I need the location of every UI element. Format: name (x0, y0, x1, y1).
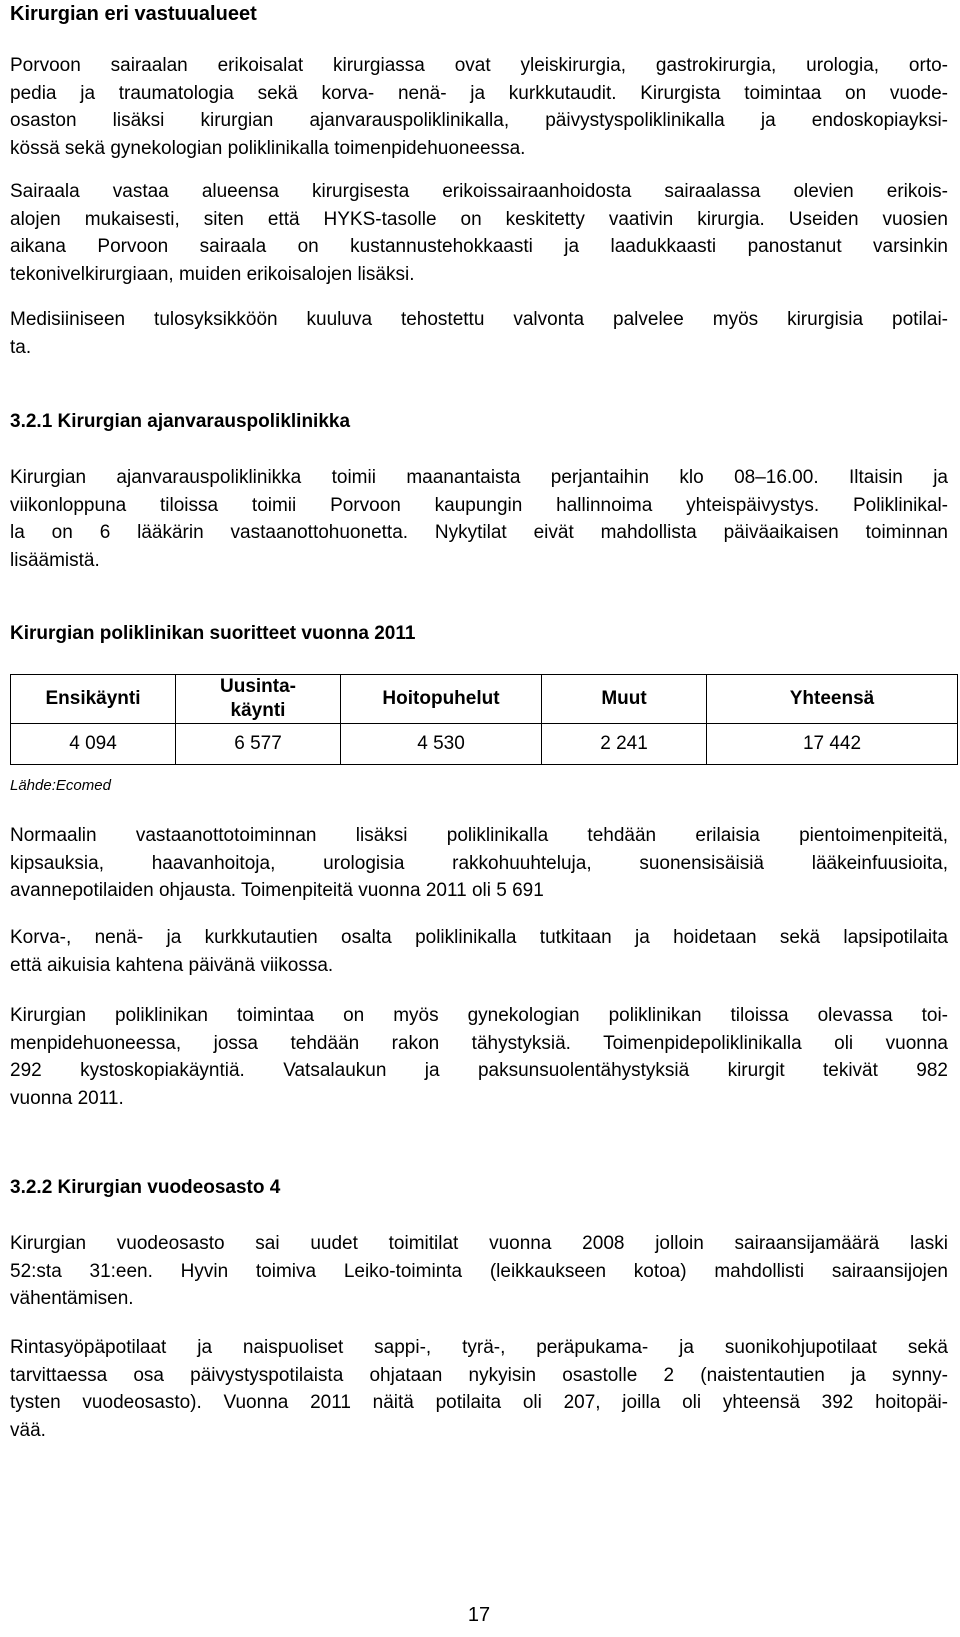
paragraph-ent (10, 924, 948, 979)
header-revisit-line2: käynti (230, 700, 286, 721)
text-line: tysten vuodeosasto). Vuonna 2011 näitä potilaita oli 207, joilla oli yhteensä 392 hoitopäi- (10, 1392, 948, 1413)
page-number: 17 (467, 1604, 491, 1626)
section-heading-3-2-2: 3.2.2 Kirurgian vuodeosasto 4 (10, 1177, 281, 1198)
paragraph-ward-2-patients (10, 1334, 948, 1444)
section-heading-3-2-1: 3.2.1 Kirurgian ajanvarauspoliklinikka (10, 411, 351, 432)
text-line: alojen mukaisesti, siten että HYKS-tasolle on keskitetty vaativin kirurgia. Useiden vuosien (10, 208, 948, 230)
text-line: tekonivelkirurgiaan, muiden erikoisalojen lisäksi. (10, 263, 415, 285)
cell-revisit: 6 577 (176, 724, 341, 765)
text-line: Medisiiniseen tulosyksikköön kuuluva tehostettu valvonta palvelee myös kirurgisia potilai- (10, 309, 948, 330)
text-line: avannepotilaiden ohjausta. Toimenpiteitä vuonna 2011 oli 5 691 (10, 880, 544, 901)
text-line: Korva-, nenä- ja kurkkutautien osalta poliklinikalla tutkitaan ja hoidetaan sekä lapsipotilaita (10, 927, 948, 948)
header-revisit (176, 675, 341, 724)
table-source-note: Lähde:Ecomed (10, 777, 111, 794)
text-line: Porvoon sairaalan erikoisalat kirurgiassa ovat yleiskirurgia, gastrokirurgia, urologia, orto- (10, 55, 948, 76)
text-line: aikana Porvoon sairaala on kustannustehokkaasti ja laadukkaasti panostanut varsinkin (10, 236, 948, 257)
paragraph-outpatient-hours (10, 464, 948, 574)
text-line: 52:sta 31:een. Hyvin toimiva Leiko-toiminta (leikkaukseen kotoa) mahdollisti sairaansijojen (10, 1260, 948, 1282)
cell-phone-consultations: 4 530 (341, 724, 542, 765)
cell-total: 17 442 (707, 724, 958, 765)
text-line: Sairaala vastaa alueensa kirurgisesta erikoissairaanhoidosta sairaalassa olevien erikois- (10, 181, 948, 202)
text-line: 292 kystoskopiakäyntiä. Vatsalaukun ja paksunsuolentähystyksiä kirurgit tekivät 982 (10, 1060, 948, 1081)
text-line: että aikuisia kahtena päivänä viikossa. (10, 954, 334, 976)
text-line: menpidehuoneessa, jossa tehdään rakon tähystyksiä. Toimenpidepoliklinikalla oli vuonna (10, 1032, 948, 1054)
table-row (11, 724, 958, 765)
text-line: lisäämistä. (10, 549, 100, 571)
text-line: Kirurgian poliklinikan toimintaa on myös gynekologian poliklinikan tiloissa olevassa toi- (10, 1005, 948, 1026)
text-line: Normaalin vastaanottotoiminnan lisäksi poliklinikalla tehdään erilaisia pientoimenpiteitä, (10, 825, 948, 846)
text-line: pedia ja traumatologia sekä korva- nenä- ja kurkkutaudit. Kirurgista toimintaa on vuode- (10, 82, 948, 104)
text-line: vää. (10, 1419, 46, 1441)
text-line: vuonna 2011. (10, 1087, 124, 1109)
paragraph-hospital-responsibility (10, 178, 948, 288)
text-line: kössä sekä gynekologian poliklinikalla toimenpidehuoneessa. (10, 137, 526, 159)
intro-paragraph (10, 52, 948, 162)
paragraph-ward-premises (10, 1230, 948, 1313)
text-line: la on 6 lääkärin vastaanottohuonetta. Nykytilat eivät mahdollista päiväaikaisen toiminnan (10, 522, 948, 543)
text-line: vähentämisen. (10, 1288, 134, 1309)
paragraph-intensive-care (10, 306, 948, 361)
text-line: ta. (10, 336, 32, 358)
header-total: Yhteensä (707, 675, 958, 724)
paragraph-minor-procedures (10, 822, 948, 905)
table-header-row (11, 675, 958, 724)
text-line: Rintasyöpäpotilaat ja naispuoliset sappi-, tyrä-, peräpukama- ja suonikohjupotilaat sekä (10, 1337, 948, 1358)
header-phone-consultations: Hoitopuhelut (341, 675, 542, 724)
text-line: osaston lisäksi kirurgian ajanvarauspoliklinikalla, päivystyspoliklinikalla ja endoskopiayksi- (10, 110, 948, 131)
text-line: Kirurgian vuodeosasto sai uudet toimitilat vuonna 2008 jolloin sairaansijamäärä laski (10, 1233, 948, 1254)
header-other: Muut (542, 675, 707, 724)
main-heading: Kirurgian eri vastuualueet (10, 3, 257, 25)
outpatient-stats-table (10, 674, 958, 765)
table-title: Kirurgian poliklinikan suoritteet vuonna 2011 (10, 623, 416, 644)
header-first-visit: Ensikäynti (11, 675, 176, 724)
header-revisit-line1: Uusinta- (220, 676, 296, 697)
text-line: viikonloppuna tiloissa toimii Porvoon kaupungin hallinnoima yhteispäivystys. Poliklinikal- (10, 494, 948, 516)
text-line: tarvittaessa osa päivystyspotilaista ohjataan nykyisin osastolle 2 (naistentautien ja synny- (10, 1364, 948, 1386)
text-line: Kirurgian ajanvarauspoliklinikka toimii maanantaista perjantaihin klo 08–16.00. Iltaisin ja (10, 467, 948, 488)
text-line: kipsauksia, haavanhoitoja, urologisia rakkohuuhteluja, suonensisäisiä lääkeinfuusioita, (10, 852, 948, 874)
cell-first-visit: 4 094 (11, 724, 176, 765)
paragraph-gynecology-room (10, 1002, 948, 1112)
cell-other: 2 241 (542, 724, 707, 765)
